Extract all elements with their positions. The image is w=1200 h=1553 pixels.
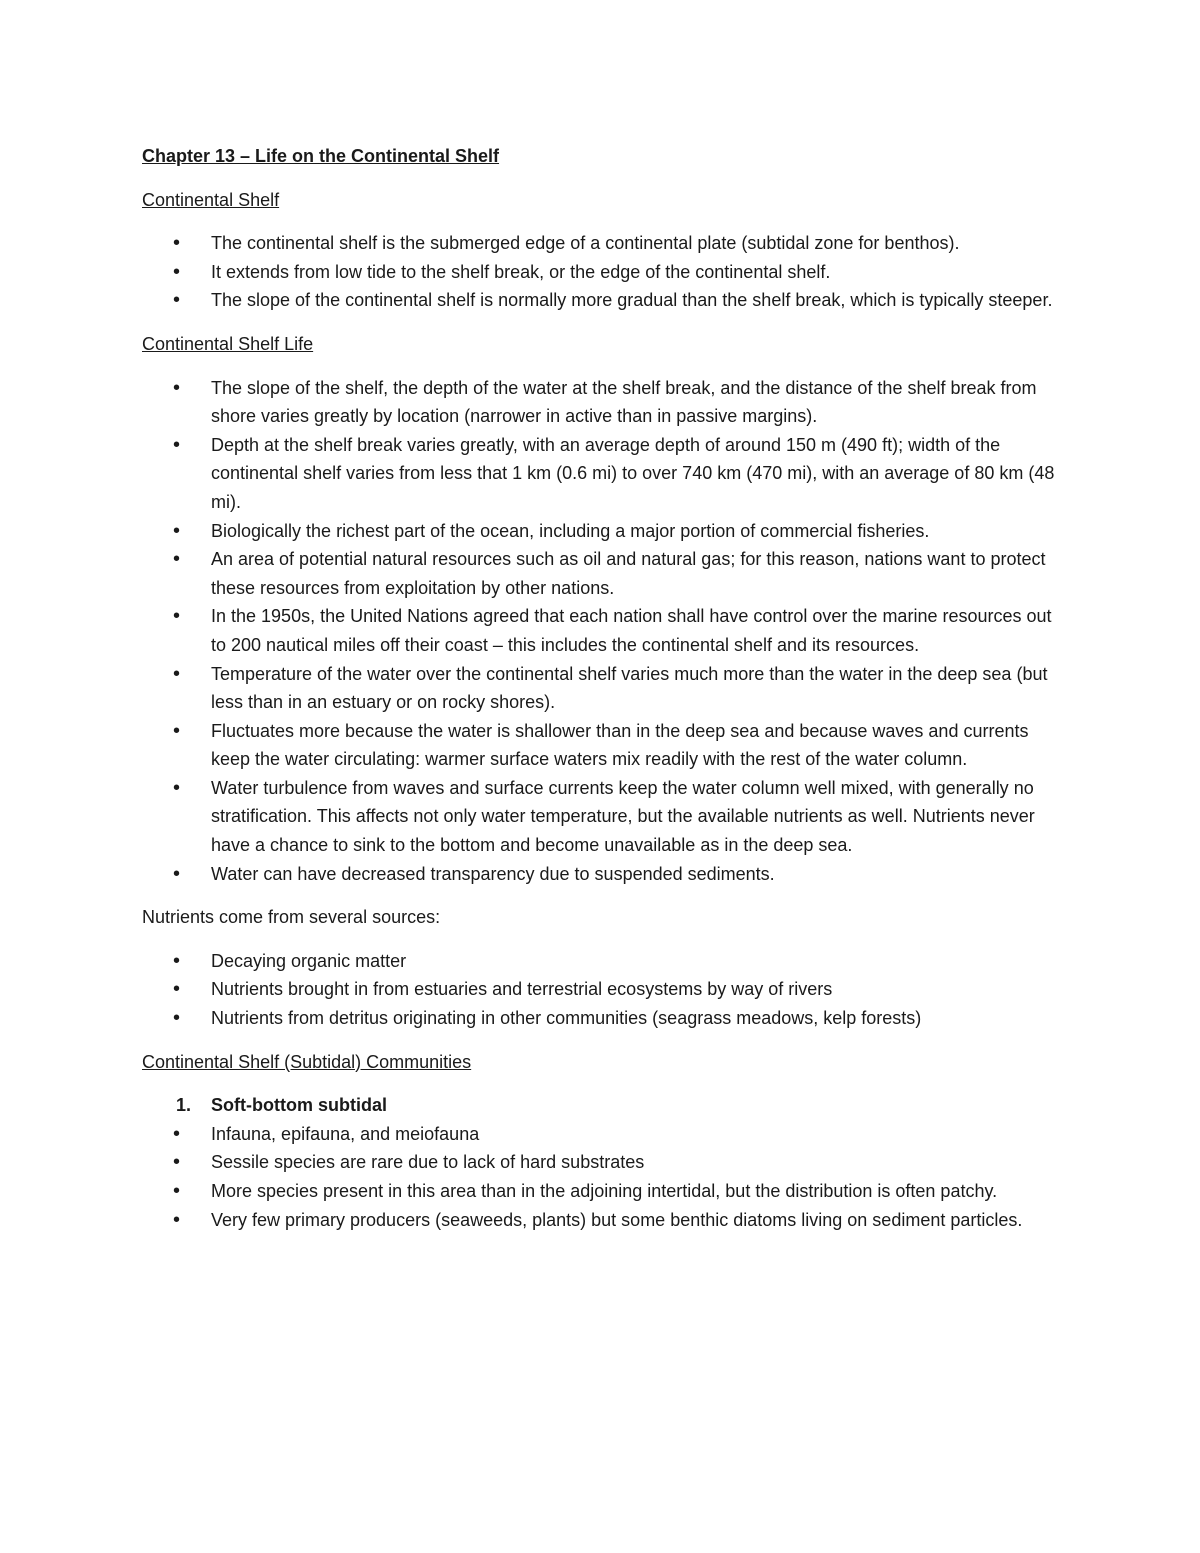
list-item: • Decaying organic matter	[142, 947, 1067, 976]
list-item: • More species present in this area than in the adjoining intertidal, but the distribution is often patchy.	[142, 1177, 1067, 1206]
numbered-item-label: Soft-bottom subtidal	[211, 1095, 387, 1116]
page-title: Chapter 13 – Life on the Continental Shelf	[142, 146, 500, 166]
list-item: • Water turbulence from waves and surface currents keep the water column well mixed, with generally no stratification. This affects not only water temperature, but the available nutrients as well. Nutrients never have a chance to sink to the bottom and become unavailable as in the deep sea.	[142, 774, 1067, 860]
list-item: • Biologically the richest part of the ocean, including a major portion of commercial fisheries.	[142, 517, 1067, 546]
bullet-list-nutrients	[142, 947, 1067, 1033]
list-item: • The slope of the continental shelf is normally more gradual than the shelf break, which is typically steeper.	[142, 286, 1067, 315]
list-item: • Fluctuates more because the water is shallower than in the deep sea and because waves and currents keep the water circulating: warmer surface waters mix readily with the rest of the water column.	[142, 717, 1067, 774]
numbered-item-number: 1.	[176, 1095, 192, 1116]
section-heading-nutrients: Nutrients come from several sources:	[142, 907, 441, 928]
list-item: • It extends from low tide to the shelf break, or the edge of the continental shelf.	[142, 258, 1067, 287]
list-item: • Nutrients brought in from estuaries and terrestrial ecosystems by way of rivers	[142, 975, 1067, 1004]
bullet-list-continental-shelf-life	[142, 374, 1067, 889]
list-item: • Water can have decreased transparency due to suspended sediments.	[142, 860, 1067, 889]
list-item: • Nutrients from detritus originating in other communities (seagrass meadows, kelp forests)	[142, 1004, 1067, 1033]
list-item: • Infauna, epifauna, and meiofauna	[142, 1120, 1067, 1149]
list-item: • An area of potential natural resources such as oil and natural gas; for this reason, nations want to protect these resources from exploitation by other nations.	[142, 545, 1067, 602]
list-item: • The continental shelf is the submerged edge of a continental plate (subtidal zone for benthos).	[142, 229, 1067, 258]
bullet-list-continental-shelf	[142, 229, 1067, 315]
list-item: • Very few primary producers (seaweeds, plants) but some benthic diatoms living on sediment particles.	[142, 1206, 1067, 1235]
section-heading-continental-shelf: Continental Shelf	[142, 189, 280, 210]
document-page	[142, 142, 1067, 1234]
list-item: • The slope of the shelf, the depth of the water at the shelf break, and the distance of the shelf break from shore varies greatly by location (narrower in active than in passive margins).	[142, 374, 1067, 431]
list-item: • Sessile species are rare due to lack of hard substrates	[142, 1148, 1067, 1177]
section-heading-continental-shelf-life: Continental Shelf Life	[142, 333, 314, 354]
list-item: • In the 1950s, the United Nations agreed that each nation shall have control over the marine resources out to 200 nautical miles off their coast – this includes the continental shelf and its resources.	[142, 602, 1067, 659]
list-item: • Depth at the shelf break varies greatly, with an average depth of around 150 m (490 ft); width of the continental shelf varies from less that 1 km (0.6 mi) to over 740 km (470 mi), with an average of 80 km (48 mi).	[142, 431, 1067, 517]
numbered-item-soft-bottom	[142, 1091, 1067, 1120]
bullet-list-soft-bottom	[142, 1120, 1067, 1234]
section-heading-subtidal-communities: Continental Shelf (Subtidal) Communities	[142, 1051, 472, 1072]
list-item: • Temperature of the water over the continental shelf varies much more than the water in the deep sea (but less than in an estuary or on rocky shores).	[142, 660, 1067, 717]
